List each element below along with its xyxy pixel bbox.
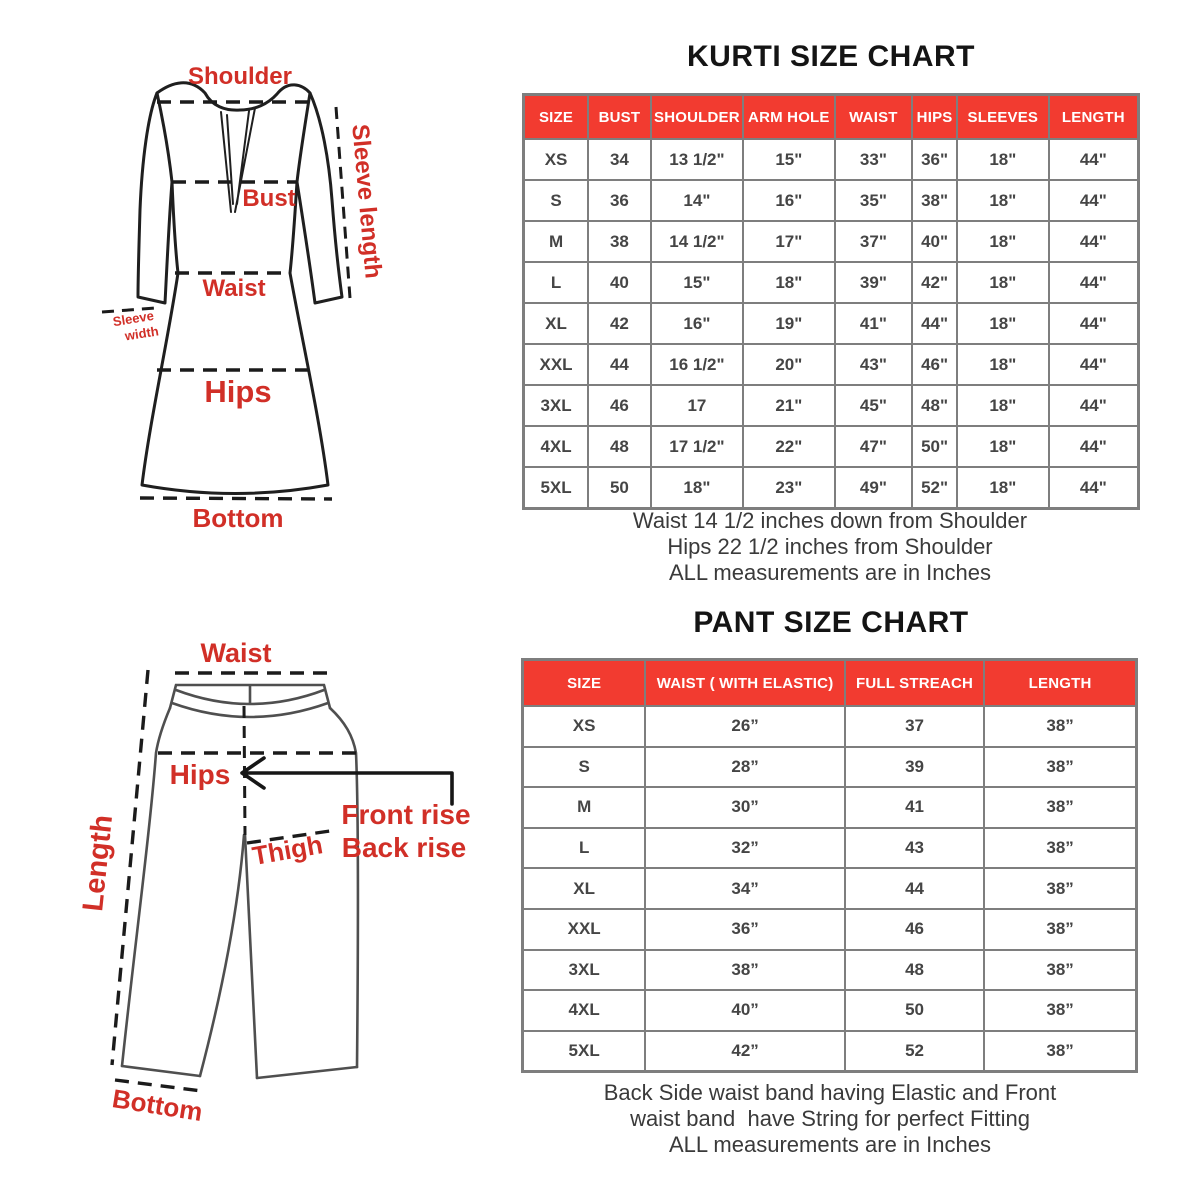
cell: XXL (523, 909, 646, 950)
table-row (523, 747, 1137, 788)
table-row (523, 828, 1137, 869)
cell: 38” (984, 868, 1136, 909)
cell: 5XL (523, 1031, 646, 1072)
table-row (524, 467, 1139, 509)
cell: 40 (588, 262, 651, 303)
column-header: WAIST (835, 95, 912, 140)
cell: 44" (1049, 385, 1139, 426)
cell: 44" (1049, 303, 1139, 344)
pant-hips-label: Hips (169, 759, 231, 790)
table-row (524, 303, 1139, 344)
kurti-size-table (522, 93, 1140, 510)
cell: 33" (835, 139, 912, 180)
table-row (523, 706, 1137, 747)
cell: 16 1/2" (651, 344, 743, 385)
cell: 42" (912, 262, 957, 303)
note-line: ALL measurements are in Inches (668, 1132, 992, 1157)
cell: L (524, 262, 589, 303)
cell: 3XL (523, 950, 646, 991)
cell: 46" (912, 344, 957, 385)
table-row (524, 344, 1139, 385)
cell: XL (524, 303, 589, 344)
cell: 4XL (523, 990, 646, 1031)
cell: 18" (957, 344, 1049, 385)
pant-size-table (521, 658, 1138, 1073)
table-row (523, 1031, 1137, 1072)
kurti-sleeve-width-label-1: Sleeve (111, 307, 155, 330)
cell: 43" (835, 344, 912, 385)
table-row (524, 139, 1139, 180)
cell: 52 (845, 1031, 984, 1072)
cell: 32” (645, 828, 845, 869)
cell: 13 1/2" (651, 139, 743, 180)
cell: 44 (845, 868, 984, 909)
cell: 44 (588, 344, 651, 385)
cell: S (523, 747, 646, 788)
cell: 3XL (524, 385, 589, 426)
cell: 44" (912, 303, 957, 344)
cell: 38” (984, 990, 1136, 1031)
cell: 38” (984, 909, 1136, 950)
cell: 38” (984, 828, 1136, 869)
cell: 40” (645, 990, 845, 1031)
column-header: SIZE (523, 660, 646, 707)
cell: 46 (845, 909, 984, 950)
cell: 17" (743, 221, 835, 262)
cell: 41" (835, 303, 912, 344)
rise-arrow (242, 758, 452, 804)
cell: 37" (835, 221, 912, 262)
pant-right-inseam (245, 835, 257, 1078)
kurti-hips-label: Hips (204, 374, 272, 409)
cell: 40" (912, 221, 957, 262)
cell: L (523, 828, 646, 869)
table-row (523, 787, 1137, 828)
pant-left-inseam (200, 835, 244, 1076)
cell: 44" (1049, 344, 1139, 385)
cell: 18" (743, 262, 835, 303)
kurti-bottom-line (140, 498, 332, 499)
cell: 39" (835, 262, 912, 303)
cell: 23" (743, 467, 835, 509)
cell: 15" (651, 262, 743, 303)
column-header: SHOULDER (651, 95, 743, 140)
cell: M (524, 221, 589, 262)
column-header: FULL STREACH (845, 660, 984, 707)
pant-bottom-label: Bottom (110, 1083, 205, 1128)
cell: 38” (984, 1031, 1136, 1072)
cell: M (523, 787, 646, 828)
cell: XL (523, 868, 646, 909)
column-header: HIPS (912, 95, 957, 140)
cell: 41 (845, 787, 984, 828)
pant-left-hem (122, 1066, 200, 1076)
cell: 50" (912, 426, 957, 467)
cell: 42 (588, 303, 651, 344)
cell: 5XL (524, 467, 589, 509)
kurti-waist-label: Waist (202, 275, 266, 302)
cell: 38" (912, 180, 957, 221)
cell: 17 (651, 385, 743, 426)
cell: 20" (743, 344, 835, 385)
back-rise-label: Back rise (341, 832, 467, 863)
cell: 4XL (524, 426, 589, 467)
cell: 46 (588, 385, 651, 426)
cell: 18" (957, 303, 1049, 344)
cell: 21" (743, 385, 835, 426)
cell: 48" (912, 385, 957, 426)
cell: 45" (835, 385, 912, 426)
cell: 18" (651, 467, 743, 509)
cell: 16" (651, 303, 743, 344)
pant-notes (500, 1080, 1160, 1158)
cell: 48 (845, 950, 984, 991)
cell: 18" (957, 221, 1049, 262)
column-header: WAIST ( WITH ELASTIC) (645, 660, 845, 707)
table-row (524, 262, 1139, 303)
kurti-chart-title: KURTI SIZE CHART (687, 40, 975, 73)
cell: XXL (524, 344, 589, 385)
kurti-sleeve-width-label-2: width (123, 323, 160, 344)
cell: 34 (588, 139, 651, 180)
cell: 38” (984, 950, 1136, 991)
column-header: LENGTH (1049, 95, 1139, 140)
cell: 34” (645, 868, 845, 909)
cell: 36 (588, 180, 651, 221)
cell: 44" (1049, 180, 1139, 221)
kurti-diagram (70, 30, 500, 590)
cell: 18" (957, 426, 1049, 467)
table-row (523, 909, 1137, 950)
column-header: SIZE (524, 95, 589, 140)
cell: 44" (1049, 262, 1139, 303)
cell: 35" (835, 180, 912, 221)
table-row (523, 990, 1137, 1031)
note-line: ALL measurements are in Inches (668, 560, 992, 585)
cell: 28” (645, 747, 845, 788)
cell: 15" (743, 139, 835, 180)
pant-right-outseam (330, 708, 358, 1067)
kurti-shoulder-label: Shoulder (187, 63, 293, 90)
cell: 38” (984, 706, 1136, 747)
cell: 48 (588, 426, 651, 467)
table-row (524, 426, 1139, 467)
cell: 18" (957, 262, 1049, 303)
column-header: LENGTH (984, 660, 1136, 707)
column-header: BUST (588, 95, 651, 140)
header-row (523, 660, 1137, 707)
cell: 36" (912, 139, 957, 180)
header-row (524, 95, 1139, 140)
cell: 38” (984, 787, 1136, 828)
cell: 18" (957, 180, 1049, 221)
cell: 50 (588, 467, 651, 509)
cell: 52" (912, 467, 957, 509)
cell: 42” (645, 1031, 845, 1072)
table-row (524, 180, 1139, 221)
note-line: Waist 14 1/2 inches down from Shoulder (632, 508, 1028, 533)
note-line: waist band have String for perfect Fitting (630, 1106, 1030, 1131)
pant-chart-title: PANT SIZE CHART (693, 606, 969, 639)
column-header: SLEEVES (957, 95, 1049, 140)
cell: 47" (835, 426, 912, 467)
cell: 44" (1049, 426, 1139, 467)
table-row (523, 868, 1137, 909)
front-rise-label: Front rise (341, 799, 471, 830)
cell: 50 (845, 990, 984, 1031)
cell: 44" (1049, 221, 1139, 262)
cell: 38” (984, 747, 1136, 788)
table-row (524, 221, 1139, 262)
cell: 30” (645, 787, 845, 828)
pant-diagram (60, 612, 500, 1172)
cell: 18" (957, 385, 1049, 426)
table-row (524, 385, 1139, 426)
pant-length-line (112, 670, 148, 1065)
cell: 19" (743, 303, 835, 344)
cell: 39 (845, 747, 984, 788)
pant-waist-label: Waist (200, 638, 272, 668)
cell: XS (524, 139, 589, 180)
cell: 26” (645, 706, 845, 747)
kurti-sleeve-length-label: Sleeve length (346, 123, 387, 280)
cell: 49" (835, 467, 912, 509)
kurti-bottom-label: Bottom (192, 503, 284, 533)
cell: 16" (743, 180, 835, 221)
thigh-label: Thigh (249, 829, 325, 872)
cell: 18" (957, 467, 1049, 509)
note-line: Hips 22 1/2 inches from Shoulder (667, 534, 993, 559)
cell: 38 (588, 221, 651, 262)
cell: 22" (743, 426, 835, 467)
kurti-bust-label: Bust (242, 185, 296, 212)
cell: S (524, 180, 589, 221)
cell: 44" (1049, 139, 1139, 180)
cell: 14" (651, 180, 743, 221)
cell: 44" (1049, 467, 1139, 509)
cell: XS (523, 706, 646, 747)
kurti-notes (500, 508, 1160, 586)
cell: 43 (845, 828, 984, 869)
cell: 36” (645, 909, 845, 950)
table-row (523, 950, 1137, 991)
cell: 17 1/2" (651, 426, 743, 467)
length-label: Length (77, 813, 120, 913)
column-header: ARM HOLE (743, 95, 835, 140)
cell: 37 (845, 706, 984, 747)
cell: 14 1/2" (651, 221, 743, 262)
pant-right-hem (257, 1067, 357, 1078)
note-line: Back Side waist band having Elastic and Front (603, 1080, 1057, 1105)
pant-waistband (170, 685, 330, 717)
cell: 38” (645, 950, 845, 991)
cell: 18" (957, 139, 1049, 180)
